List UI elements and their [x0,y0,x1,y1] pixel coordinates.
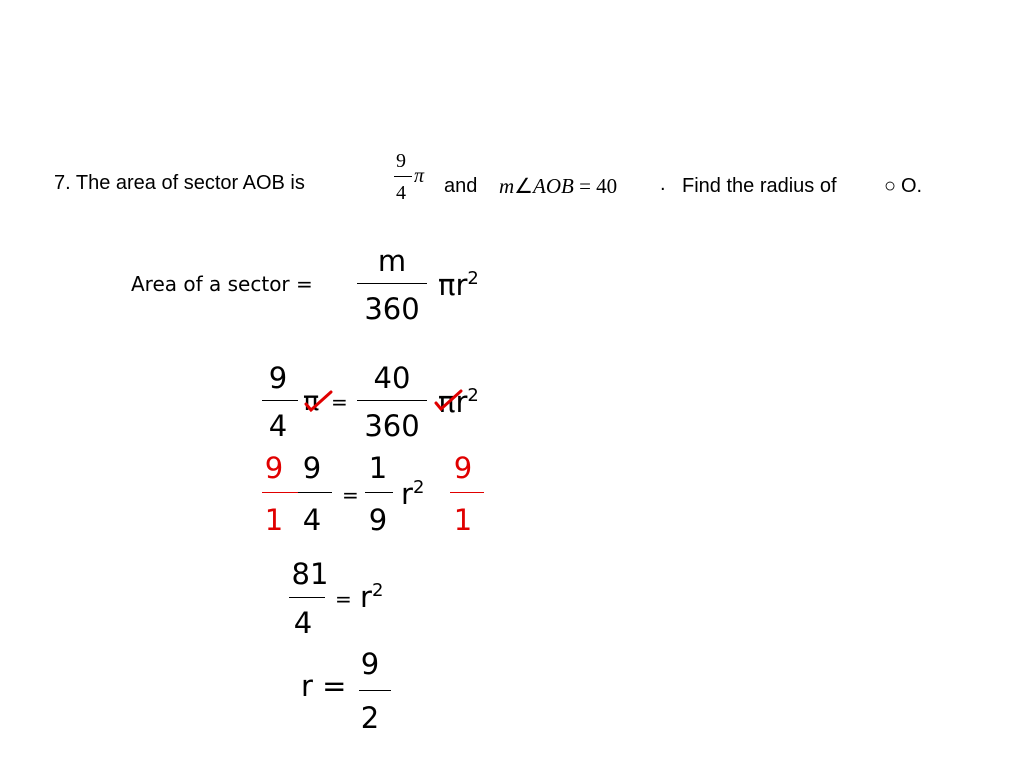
formula-r: r [455,268,468,302]
step4-bar [359,690,391,691]
step2-r2 [401,477,424,511]
formula-label: Area of a sector = [131,272,313,296]
formula-numerator: m [377,244,407,278]
step2-equals: = [342,483,359,507]
step3-bar [289,597,325,598]
angle-name: AOB [533,174,574,198]
area-pi-symbol: π [414,165,425,187]
step1-lhs-denominator: 4 [268,409,288,443]
step2-mult-left-bar [262,492,298,493]
step2-lhs-denominator: 4 [302,503,322,537]
step3-denominator: 4 [293,606,313,640]
step2-mult-right-denominator: 1 [453,503,473,537]
formula-exponent: 2 [467,267,479,289]
step4-numerator: 9 [360,647,380,681]
step1-rhs-denominator: 360 [364,409,420,443]
step1-rhs-exponent: 2 [467,384,479,406]
area-fraction-bar [394,176,412,177]
area-fraction-denominator: 4 [396,182,406,204]
step3-r: r [360,580,372,614]
angle-symbol: ∠ [514,174,533,198]
formula-fraction-bar [357,283,427,284]
formula-denominator: 360 [364,292,420,326]
step1-rhs-pi: π [438,385,456,419]
step1-rhs-r: r [455,385,468,419]
step2-mult-right-bar [450,492,484,493]
step1-rhs-numerator: 40 [373,361,411,395]
red-check-cancel-icon [304,390,334,412]
step1-lhs-pi: π [303,386,320,417]
step2-mult-left-numerator: 9 [264,451,284,485]
step2-rhs-denominator: 9 [368,503,388,537]
step4-lhs: r = [301,669,347,703]
and-text: and [444,175,478,197]
circle-symbol: ○ [884,175,897,197]
area-fraction-numerator: 9 [396,150,406,172]
step3-exponent: 2 [371,579,384,601]
angle-expression [499,174,617,199]
step2-r: r [401,477,413,511]
problem-text: 7. The area of sector AOB is [54,172,305,194]
find-text: Find the radius of [682,175,837,197]
step2-mult-left-denominator: 1 [264,503,284,537]
step2-rhs-bar [365,492,393,493]
period-text: . [660,173,666,195]
formula-pi-r2 [438,268,479,302]
step1-rhs-bar [357,400,427,401]
step2-exponent: 2 [412,476,425,498]
formula-pi: π [438,268,456,302]
step2-lhs-bar [298,492,332,493]
step1-equals: = [331,390,348,414]
step4-denominator: 2 [360,701,380,735]
angle-value: 40 [596,174,618,198]
angle-m: m [499,174,515,198]
red-check-cancel-icon [434,389,464,411]
step2-rhs-numerator: 1 [368,451,388,485]
step1-lhs-numerator: 9 [268,361,288,395]
step1-lhs-bar [262,400,298,401]
step3-r2 [360,580,383,614]
step3-equals: = [335,587,352,611]
step3-numerator: 81 [291,557,329,591]
step2-lhs-numerator: 9 [302,451,322,485]
angle-equals: = [579,174,591,198]
step2-mult-right-numerator: 9 [453,451,473,485]
circle-label: O. [901,175,923,197]
